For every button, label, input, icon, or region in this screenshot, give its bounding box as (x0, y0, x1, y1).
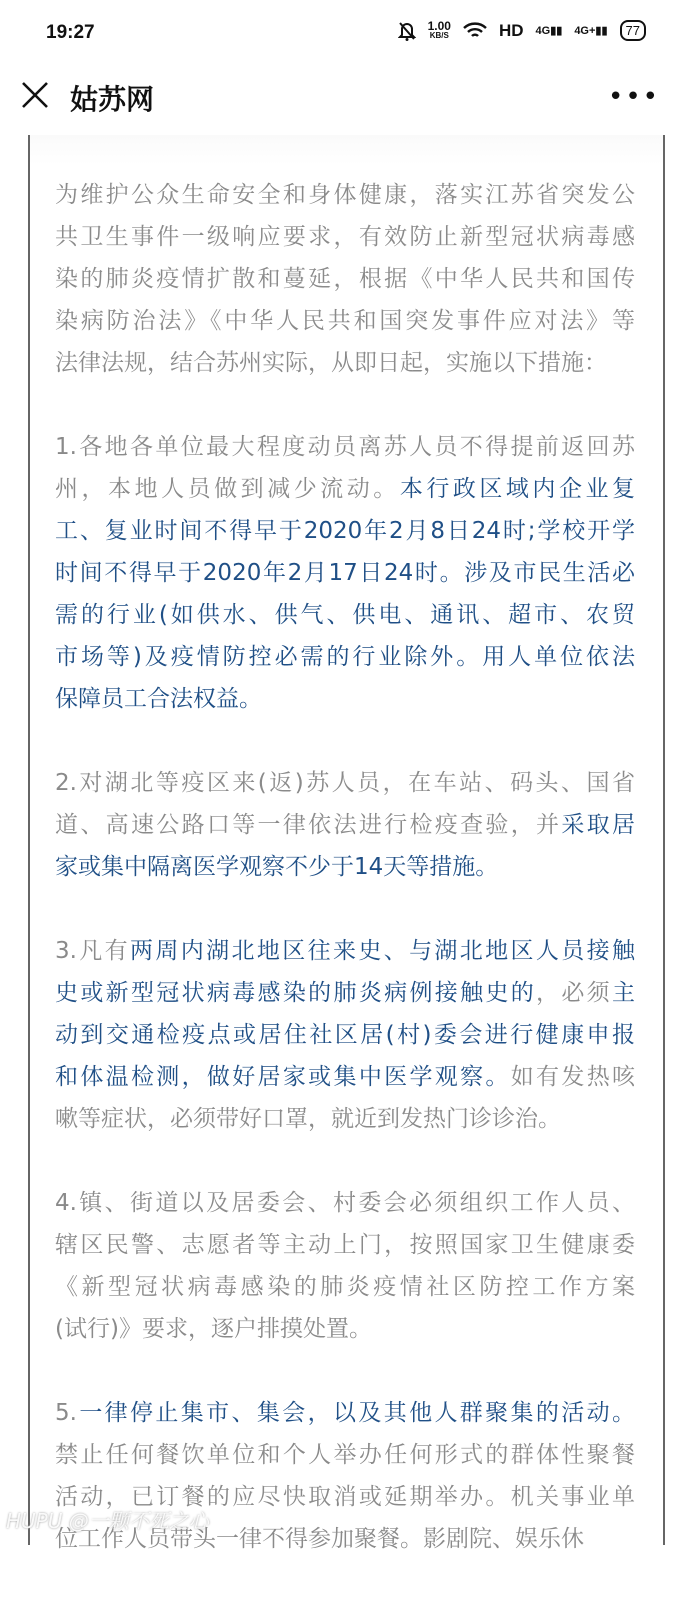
body-text: 位工作人员带头一律不得参加聚餐。影剧院、娱乐休 (55, 1526, 584, 1552)
status-bar (0, 0, 690, 66)
paragraph-2 (55, 762, 635, 888)
signal-2: 4G+▮▮ (574, 25, 608, 37)
paragraph-3 (55, 930, 635, 1140)
signal-1: 4G▮▮ (535, 25, 563, 37)
body-text: 道、高速公路口等一律依法进行检疫查验，并 (55, 812, 562, 838)
body-text: 州，本地人员做到减少流动。 (55, 476, 400, 502)
highlighted-text: 市场等)及疫情防控必需的行业除外。用人单位依法 (55, 644, 635, 670)
text-line (55, 1182, 635, 1224)
highlighted-text: 两周内湖北地区往来史、与湖北地区人员接触 (130, 938, 635, 964)
highlighted-text: 保障员工合法权益。 (55, 686, 262, 712)
hupu-watermark (6, 1505, 209, 1534)
highlighted-text: 和体温检测，做好居家或集中医学观察。 (55, 1064, 511, 1090)
text-line (55, 636, 635, 678)
text-line (55, 300, 635, 342)
body-text: ，必须 (536, 980, 613, 1006)
highlighted-text: 本行政区域内企业复 (399, 476, 636, 502)
network-type: 4G+ (574, 25, 596, 37)
text-line (55, 594, 635, 636)
network-type: 4G (535, 25, 551, 37)
body-text: 嗽等症状，必须带好口罩，就近到发热门诊诊治。 (55, 1106, 561, 1132)
body-text: 辖区民警、志愿者等主动上门，按照国家卫生健康委 (55, 1232, 635, 1258)
text-line (55, 258, 635, 300)
body-text: 3.凡有 (55, 938, 131, 964)
text-line (55, 1098, 635, 1140)
body-text: 禁止任何餐饮单位和个人举办任何形式的群体性聚餐 (55, 1442, 635, 1468)
body-text: 染病防治法》《中华人民共和国突发事件应对法》等 (55, 308, 635, 334)
text-line (55, 930, 635, 972)
text-line (55, 1014, 635, 1056)
text-line (55, 1392, 635, 1434)
body-text: (试行)》要求，逐户排摸处置。 (55, 1316, 372, 1342)
text-line (55, 762, 635, 804)
more-options-icon[interactable]: ••• (607, 82, 660, 112)
text-line (55, 468, 635, 510)
text-line (55, 1056, 635, 1098)
speed-unit: KB/S (429, 30, 449, 40)
text-line (55, 174, 635, 216)
text-line (55, 426, 635, 468)
text-line (55, 1224, 635, 1266)
highlighted-text: 动到交通检疫点或居住社区居(村)委会进行健康申报 (55, 1022, 635, 1048)
battery-icon: 77 (620, 20, 646, 41)
text-line (55, 846, 635, 888)
text-line (55, 216, 635, 258)
clock: 19:27 (46, 22, 95, 43)
nav-bar (0, 66, 690, 128)
highlighted-text: 工、复业时间不得早于2020年2月8日24时;学校开学 (55, 518, 635, 544)
wifi-icon (463, 22, 487, 40)
paragraph-5 (55, 1392, 635, 1560)
body-text: 《新型冠状病毒感染的肺炎疫情社区防控工作方案 (55, 1274, 635, 1300)
highlighted-text: 史或新型冠状病毒感染的肺炎病例接触史的 (55, 980, 537, 1006)
article-content (55, 174, 635, 1602)
highlighted-text: 需的行业(如供水、供气、供电、通讯、超市、农贸 (55, 602, 635, 628)
watermark-user: @一颗不死之心 (68, 1509, 209, 1533)
text-line (55, 1308, 635, 1350)
body-text: 法律法规，结合苏州实际，从即日起，实施以下措施： (55, 350, 607, 376)
text-line (55, 678, 635, 720)
text-line (55, 1266, 635, 1308)
paragraph-1 (55, 426, 635, 720)
highlighted-text: 主 (612, 980, 636, 1006)
bell-muted-icon (398, 21, 416, 41)
text-line (55, 804, 635, 846)
body-text: 1.各地各单位最大程度动员离苏人员不得提前返回苏 (55, 434, 635, 460)
body-text: 4.镇、街道以及居委会、村委会必须组织工作人员、 (55, 1190, 635, 1216)
text-line (55, 342, 635, 384)
body-text: 如有发热咳 (510, 1064, 636, 1090)
highlighted-text: 一律停止集市、集会，以及其他人群聚集的活动。 (76, 1400, 635, 1426)
text-line (55, 552, 635, 594)
text-line (55, 972, 635, 1014)
body-text: 共卫生事件一级响应要求，有效防止新型冠状病毒感 (55, 224, 635, 250)
text-line (55, 510, 635, 552)
text-line (55, 1434, 635, 1476)
page-title: 姑苏网 (70, 83, 155, 116)
body-text: 5. (55, 1400, 77, 1426)
status-icons (398, 20, 646, 41)
speed-value: 1.00 (427, 18, 451, 33)
highlighted-text: 采取居 (561, 812, 636, 838)
highlighted-text: 时间不得早于2020年2月17日24时。涉及市民生活必 (55, 560, 635, 586)
hd-indicator: HD (498, 20, 524, 40)
network-speed (427, 18, 451, 41)
paragraph-4 (55, 1182, 635, 1350)
body-text: 2.对湖北等疫区来(返)苏人员，在车站、码头、国省 (55, 770, 635, 796)
close-icon[interactable] (20, 80, 50, 110)
body-text: 为维护公众生命安全和身体健康，落实江苏省突发公 (55, 182, 635, 208)
watermark-source: HUPU (6, 1509, 63, 1533)
body-text: 染的肺炎疫情扩散和蔓延，根据《中华人民共和国传 (55, 266, 635, 292)
body-text: 活动，已订餐的应尽快取消或延期举办。机关事业单 (55, 1484, 635, 1510)
highlighted-text: 家或集中隔离医学观察不少于14天等措施。 (55, 854, 499, 880)
paragraph-0 (55, 174, 635, 384)
